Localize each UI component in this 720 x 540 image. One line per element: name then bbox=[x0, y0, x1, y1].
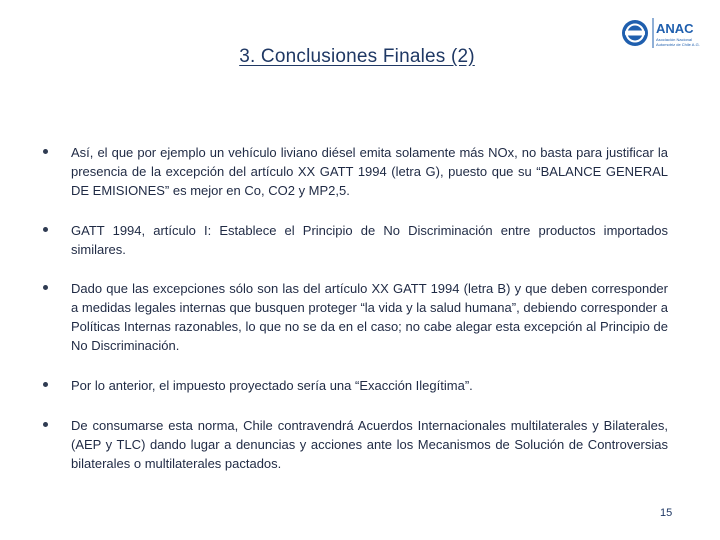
bullet-item bbox=[40, 221, 668, 259]
bullet-item bbox=[40, 376, 668, 395]
anac-logo-icon bbox=[622, 20, 648, 46]
slide-title: 3. Conclusiones Finales (2) bbox=[239, 46, 475, 67]
anac-logo-subtext-1: Asociación Nacional bbox=[656, 37, 693, 42]
bullet-item bbox=[40, 279, 668, 355]
bullet-dot-icon bbox=[43, 285, 48, 290]
bullet-list bbox=[40, 143, 668, 494]
bullet-text: De consumarse esta norma, Chile contravendrá Acuerdos Internacionales multilaterales y Bilaterales, (AEP y TLC) dando lugar a denuncias y acciones ante los Mecanismos de Solución de Controversias bilaterales o multilaterales pactados. bbox=[71, 418, 668, 471]
anac-logo-text: ANAC bbox=[656, 21, 694, 36]
page-number: 15 bbox=[660, 507, 673, 519]
anac-logo-subtext-2: Automotriz de Chile A.G. bbox=[656, 42, 700, 47]
bullet-text: GATT 1994, artículo I: Establece el Principio de No Discriminación entre productos importados similares. bbox=[71, 223, 668, 257]
bullet-item bbox=[40, 416, 668, 473]
bullet-dot-icon bbox=[43, 149, 48, 154]
bullet-dot-icon bbox=[43, 422, 48, 427]
bullet-text: Así, el que por ejemplo un vehículo liviano diésel emita solamente más NOx, no basta para justificar la presencia de la excepción del artículo XX GATT 1994 (letra G), puesto que su “BALANCE GENERAL DE EMISIONES” es mejor en Co, CO2 y MP2,5. bbox=[71, 145, 668, 198]
bullet-item bbox=[40, 143, 668, 200]
bullet-text: Dado que las excepciones sólo son las del artículo XX GATT 1994 (letra B) y que deben corresponder a medidas legales internas que busquen proteger “la vida y la salud humana”, debiendo corresponder a Políticas Internas razonables, lo que no se da en el caso; no cabe alegar esta excepción al Principio de No Discriminación. bbox=[71, 281, 668, 353]
bullet-text: Por lo anterior, el impuesto proyectado sería una “Exacción Ilegítima”. bbox=[71, 378, 473, 393]
bullet-dot-icon bbox=[43, 382, 48, 387]
bullet-dot-icon bbox=[43, 227, 48, 232]
